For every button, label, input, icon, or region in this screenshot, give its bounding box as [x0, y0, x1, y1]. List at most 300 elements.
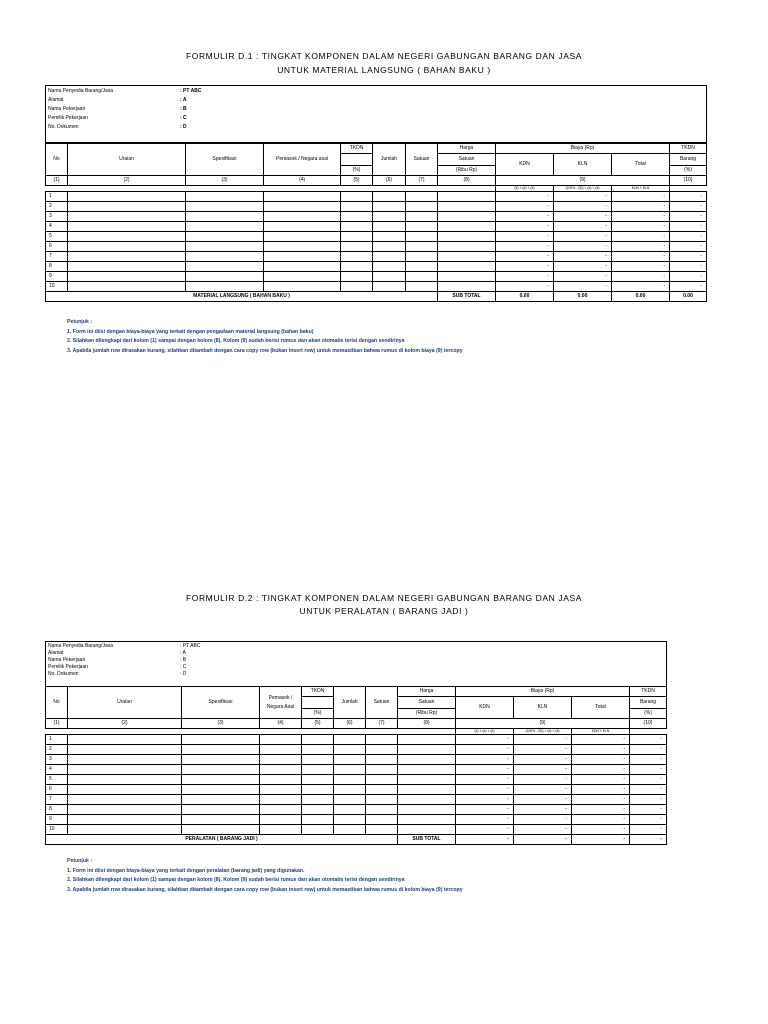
row-spesifikasi-cell[interactable]	[186, 222, 264, 232]
row-kln-cell[interactable]: -	[514, 775, 572, 785]
row-kdn-cell[interactable]: -	[496, 272, 554, 282]
field-label: Nama Penyedia Barang/Jasa	[48, 88, 114, 94]
colnum: (5)	[302, 719, 334, 729]
header-tkdn: TKDN	[341, 144, 373, 154]
row-harga-cell[interactable]	[398, 755, 456, 765]
row-harga-cell[interactable]	[438, 222, 496, 232]
row-satuan-cell[interactable]	[406, 202, 438, 212]
row-no-cell[interactable]: 5	[46, 232, 68, 242]
row-pemasok-cell[interactable]	[260, 785, 302, 795]
row-tkdn-cell[interactable]	[302, 755, 334, 765]
row-tkdn-cell[interactable]	[302, 795, 334, 805]
table-row	[46, 272, 707, 282]
row-jumlah-cell[interactable]	[334, 795, 366, 805]
row-satuan-cell[interactable]	[406, 282, 438, 292]
footer-total: -	[572, 835, 630, 845]
row-jumlah-cell[interactable]	[373, 252, 406, 262]
row-no-cell[interactable]: 4	[46, 222, 68, 232]
row-tkdn-cell[interactable]	[302, 775, 334, 785]
row-uraian-cell[interactable]	[68, 825, 182, 835]
row-spesifikasi-cell[interactable]	[186, 272, 264, 282]
colnum: (5)	[341, 176, 373, 186]
row-tkdn-cell[interactable]	[302, 825, 334, 835]
row-kln-cell[interactable]: -	[554, 232, 612, 242]
row-satuan-cell[interactable]	[406, 242, 438, 252]
row-pemasok-cell[interactable]	[264, 262, 341, 272]
row-uraian-cell[interactable]	[68, 242, 186, 252]
row-pemasok-cell[interactable]	[264, 282, 341, 292]
notes-item: 1. Form ini diisi dengan biaya-biaya yang terkait dengan pengadaan material langsung (bahan baku)	[67, 328, 314, 335]
colnum: (4)	[260, 719, 302, 729]
row-jumlah-cell[interactable]	[373, 222, 406, 232]
row-kdn-cell[interactable]: -	[456, 815, 514, 825]
header-kdn: KDN	[496, 154, 554, 176]
row-kdn-cell[interactable]: -	[456, 765, 514, 775]
row-pemasok-cell[interactable]	[260, 755, 302, 765]
header-satuan: Satuan	[366, 687, 398, 719]
row-pemasok-cell[interactable]	[260, 745, 302, 755]
row-satuan-cell[interactable]	[366, 755, 398, 765]
row-satuan-cell[interactable]	[406, 212, 438, 222]
footer-tkdn: -	[630, 835, 667, 845]
row-harga-cell[interactable]	[438, 262, 496, 272]
row-total-cell[interactable]: -	[572, 735, 630, 745]
row-tkdn-cell[interactable]	[341, 232, 373, 242]
row-uraian-cell[interactable]	[68, 735, 182, 745]
form1-title-line1: FORMULIR D.1 : TINGKAT KOMPONEN DALAM NEGERI GABUNGAN BARANG DAN JASA	[185, 51, 583, 61]
row-jumlah-cell[interactable]	[373, 212, 406, 222]
table-row	[46, 795, 667, 805]
row-total-cell[interactable]: -	[572, 765, 630, 775]
row-total-cell[interactable]: -	[612, 282, 670, 292]
row-satuan-cell[interactable]	[366, 775, 398, 785]
row-tkdn-barang-cell[interactable]: -	[670, 232, 707, 242]
table-row	[46, 222, 707, 232]
footer-kdn: 0.00	[496, 292, 554, 302]
field-label: No. Dokumen	[48, 671, 79, 677]
row-uraian-cell[interactable]	[68, 815, 182, 825]
row-pemasok-cell[interactable]	[264, 232, 341, 242]
row-total-cell[interactable]: -	[612, 272, 670, 282]
row-kdn-cell[interactable]: -	[496, 192, 554, 202]
row-no-cell[interactable]: 10	[46, 282, 68, 292]
row-kdn-cell[interactable]: -	[456, 795, 514, 805]
row-jumlah-cell[interactable]	[373, 192, 406, 202]
colnum: (3)	[186, 176, 264, 186]
row-uraian-cell[interactable]	[68, 795, 182, 805]
row-kln-cell[interactable]: -	[514, 745, 572, 755]
row-harga-cell[interactable]	[398, 785, 456, 795]
row-kln-cell[interactable]: -	[514, 785, 572, 795]
header-pemasok	[260, 687, 302, 719]
row-tkdn-barang-cell[interactable]: -	[670, 222, 707, 232]
row-spesifikasi-cell[interactable]	[182, 765, 260, 775]
table-row	[46, 765, 667, 775]
row-spesifikasi-cell[interactable]	[186, 282, 264, 292]
row-tkdn-cell[interactable]	[341, 222, 373, 232]
row-tkdn-barang-cell[interactable]: -	[670, 192, 707, 202]
row-satuan-cell[interactable]	[366, 745, 398, 755]
row-pemasok-cell[interactable]	[260, 735, 302, 745]
header-tkdn: TKDN	[302, 687, 334, 697]
row-satuan-cell[interactable]	[406, 272, 438, 282]
row-total-cell[interactable]: -	[572, 785, 630, 795]
row-no-cell[interactable]: 3	[46, 212, 68, 222]
row-harga-cell[interactable]	[398, 805, 456, 815]
row-tkdn-barang-cell[interactable]: -	[670, 242, 707, 252]
row-jumlah-cell[interactable]	[334, 775, 366, 785]
row-no-cell[interactable]: 1	[46, 192, 68, 202]
row-tkdn-cell[interactable]	[302, 745, 334, 755]
row-spesifikasi-cell[interactable]	[182, 785, 260, 795]
row-spesifikasi-cell[interactable]	[182, 755, 260, 765]
row-tkdn-barang-cell[interactable]: -	[670, 202, 707, 212]
header-spesifikasi: Spesifikasi	[186, 144, 264, 176]
row-no-cell[interactable]: 9	[46, 815, 68, 825]
row-spesifikasi-cell[interactable]	[186, 202, 264, 212]
row-tkdn-barang-cell[interactable]: -	[630, 785, 667, 795]
row-pemasok-cell[interactable]	[260, 815, 302, 825]
header-harga-unit: (Ribu Rp)	[398, 709, 456, 719]
row-total-cell[interactable]: -	[572, 745, 630, 755]
row-kln-cell[interactable]: -	[554, 222, 612, 232]
row-tkdn-barang-cell[interactable]: -	[670, 272, 707, 282]
row-uraian-cell[interactable]	[68, 775, 182, 785]
row-total-cell[interactable]: -	[572, 825, 630, 835]
header-spesifikasi: Spesifikasi	[182, 687, 260, 719]
header-uraian: Uraian	[68, 144, 186, 176]
row-harga-cell[interactable]	[398, 795, 456, 805]
table-row	[46, 192, 707, 202]
row-jumlah-cell[interactable]	[334, 825, 366, 835]
row-no-cell[interactable]: 9	[46, 272, 68, 282]
row-pemasok-cell[interactable]	[260, 775, 302, 785]
row-total-cell[interactable]: -	[612, 262, 670, 272]
row-kln-cell[interactable]: -	[514, 755, 572, 765]
row-kln-cell[interactable]: -	[514, 825, 572, 835]
row-tkdn-barang-cell[interactable]: -	[670, 252, 707, 262]
row-tkdn-barang-cell[interactable]: -	[630, 825, 667, 835]
row-harga-cell[interactable]	[438, 272, 496, 282]
colnum: (3)	[182, 719, 260, 729]
colnum: (1)	[46, 176, 68, 186]
table-row	[46, 212, 707, 222]
notes-item: 2. Silahkan dilengkapi dari kolom (1) sampai dengan kolom (8). Kolom (9) sudah berisi rumus dan akan otomatis terisi dengan sendirinya	[67, 877, 405, 883]
row-kdn-cell[interactable]: -	[456, 825, 514, 835]
field-value: : D	[180, 124, 187, 130]
row-kln-cell[interactable]: -	[554, 282, 612, 292]
row-jumlah-cell[interactable]	[334, 765, 366, 775]
row-harga-cell[interactable]	[398, 745, 456, 755]
row-no-cell[interactable]: 7	[46, 252, 68, 262]
row-total-cell[interactable]: -	[572, 815, 630, 825]
row-jumlah-cell[interactable]	[373, 232, 406, 242]
row-uraian-cell[interactable]	[68, 755, 182, 765]
row-no-cell[interactable]: 7	[46, 795, 68, 805]
row-kdn-cell[interactable]: -	[496, 232, 554, 242]
row-satuan-cell[interactable]	[366, 795, 398, 805]
row-kln-cell[interactable]: -	[554, 242, 612, 252]
header-tkdn-blank	[341, 154, 373, 166]
row-jumlah-cell[interactable]	[373, 272, 406, 282]
row-pemasok-cell[interactable]	[264, 222, 341, 232]
row-uraian-cell[interactable]	[68, 745, 182, 755]
row-total-cell[interactable]: -	[612, 252, 670, 262]
table-row	[46, 262, 707, 272]
row-tkdn-cell[interactable]	[341, 252, 373, 262]
row-no-cell[interactable]: 4	[46, 765, 68, 775]
header-tkdn-barang-sub: Barang	[630, 697, 667, 709]
row-tkdn-barang-cell[interactable]: -	[670, 262, 707, 272]
row-uraian-cell[interactable]	[68, 765, 182, 775]
row-satuan-cell[interactable]	[406, 192, 438, 202]
row-uraian-cell[interactable]	[68, 272, 186, 282]
row-kdn-cell[interactable]: -	[496, 262, 554, 272]
row-kdn-cell[interactable]: -	[496, 242, 554, 252]
row-satuan-cell[interactable]	[406, 232, 438, 242]
row-tkdn-cell[interactable]	[341, 272, 373, 282]
row-spesifikasi-cell[interactable]	[186, 252, 264, 262]
row-jumlah-cell[interactable]	[334, 755, 366, 765]
row-kdn-cell[interactable]: -	[456, 755, 514, 765]
row-total-cell[interactable]: -	[572, 805, 630, 815]
row-spesifikasi-cell[interactable]	[186, 262, 264, 272]
row-tkdn-barang-cell[interactable]: -	[630, 765, 667, 775]
table-row	[46, 775, 667, 785]
row-jumlah-cell[interactable]	[334, 735, 366, 745]
form2-table	[45, 686, 667, 845]
row-jumlah-cell[interactable]	[373, 242, 406, 252]
row-pemasok-cell[interactable]	[260, 795, 302, 805]
row-tkdn-cell[interactable]	[302, 785, 334, 795]
row-pemasok-cell[interactable]	[264, 252, 341, 262]
row-spesifikasi-cell[interactable]	[186, 192, 264, 202]
row-kln-cell[interactable]: -	[514, 795, 572, 805]
row-harga-cell[interactable]	[438, 192, 496, 202]
table-row	[46, 232, 707, 242]
footer-subtotal: SUB TOTAL	[438, 292, 496, 302]
field-value: : PT ABC	[180, 643, 201, 649]
row-no-cell[interactable]: 6	[46, 242, 68, 252]
row-tkdn-cell[interactable]	[341, 262, 373, 272]
footer-kln: 0.00	[554, 292, 612, 302]
row-kdn-cell[interactable]: -	[496, 282, 554, 292]
row-jumlah-cell[interactable]	[373, 202, 406, 212]
row-satuan-cell[interactable]	[406, 252, 438, 262]
row-no-cell[interactable]: 8	[46, 805, 68, 815]
row-kdn-cell[interactable]: -	[496, 222, 554, 232]
row-spesifikasi-cell[interactable]	[182, 805, 260, 815]
row-uraian-cell[interactable]	[68, 282, 186, 292]
row-satuan-cell[interactable]	[366, 765, 398, 775]
row-tkdn-barang-cell[interactable]: -	[630, 815, 667, 825]
row-jumlah-cell[interactable]	[334, 805, 366, 815]
row-spesifikasi-cell[interactable]	[182, 795, 260, 805]
header-tkdn-blank	[302, 697, 334, 709]
row-uraian-cell[interactable]	[68, 785, 182, 795]
row-tkdn-cell[interactable]	[302, 735, 334, 745]
row-tkdn-cell[interactable]	[302, 765, 334, 775]
row-no-cell[interactable]: 3	[46, 755, 68, 765]
row-jumlah-cell[interactable]	[373, 282, 406, 292]
row-total-cell[interactable]: -	[612, 192, 670, 202]
row-uraian-cell[interactable]	[68, 222, 186, 232]
field-label: Nama Pekerjaan	[48, 106, 86, 112]
header-tkdn-barang-pct: (%)	[630, 709, 667, 719]
row-kln-cell[interactable]: -	[514, 735, 572, 745]
table-row	[46, 202, 707, 212]
form2-notes	[67, 857, 463, 895]
row-kdn-cell[interactable]: -	[456, 805, 514, 815]
row-satuan-cell[interactable]	[366, 735, 398, 745]
row-satuan-cell[interactable]	[366, 815, 398, 825]
row-harga-cell[interactable]	[438, 242, 496, 252]
row-tkdn-barang-cell[interactable]: -	[630, 745, 667, 755]
row-tkdn-cell[interactable]	[302, 805, 334, 815]
row-pemasok-cell[interactable]	[260, 765, 302, 775]
row-kdn-cell[interactable]: -	[456, 785, 514, 795]
row-harga-cell[interactable]	[398, 825, 456, 835]
row-harga-cell[interactable]	[398, 735, 456, 745]
row-satuan-cell[interactable]	[366, 825, 398, 835]
row-kdn-cell[interactable]: -	[456, 735, 514, 745]
header-pemasok: Pemasok / Negara asal	[264, 144, 341, 176]
table-row	[46, 242, 707, 252]
row-jumlah-cell[interactable]	[334, 815, 366, 825]
row-kln-cell[interactable]: -	[514, 805, 572, 815]
row-pemasok-cell[interactable]	[264, 202, 341, 212]
row-tkdn-barang-cell[interactable]: -	[630, 805, 667, 815]
row-harga-cell[interactable]	[438, 202, 496, 212]
row-no-cell[interactable]: 5	[46, 775, 68, 785]
row-uraian-cell[interactable]	[68, 262, 186, 272]
row-total-cell[interactable]: -	[572, 775, 630, 785]
row-kdn-cell[interactable]: -	[456, 775, 514, 785]
row-jumlah-cell[interactable]	[373, 262, 406, 272]
row-no-cell[interactable]: 10	[46, 825, 68, 835]
row-spesifikasi-cell[interactable]	[186, 232, 264, 242]
row-uraian-cell[interactable]	[68, 192, 186, 202]
row-harga-cell[interactable]	[398, 775, 456, 785]
row-harga-cell[interactable]	[438, 252, 496, 262]
row-kln-cell[interactable]: -	[554, 192, 612, 202]
row-pemasok-cell[interactable]	[264, 192, 341, 202]
row-satuan-cell[interactable]	[406, 262, 438, 272]
table-row	[46, 785, 667, 795]
header-harga-unit: (Ribu Rp)	[438, 166, 496, 176]
row-uraian-cell[interactable]	[68, 202, 186, 212]
row-spesifikasi-cell[interactable]	[186, 242, 264, 252]
form2-title-line1: FORMULIR D.2 : TINGKAT KOMPONEN DALAM NEGERI GABUNGAN BARANG DAN JASA	[185, 593, 583, 603]
row-kdn-cell[interactable]: -	[456, 745, 514, 755]
row-kln-cell[interactable]: -	[554, 262, 612, 272]
row-total-cell[interactable]: -	[572, 755, 630, 765]
row-tkdn-cell[interactable]	[341, 282, 373, 292]
row-harga-cell[interactable]	[438, 282, 496, 292]
row-harga-cell[interactable]	[438, 232, 496, 242]
row-uraian-cell[interactable]	[68, 232, 186, 242]
header-harga: Harga	[398, 687, 456, 697]
row-no-cell[interactable]: 6	[46, 785, 68, 795]
row-tkdn-cell[interactable]	[341, 242, 373, 252]
row-total-cell[interactable]: -	[612, 222, 670, 232]
footer-kdn: -	[456, 835, 514, 845]
row-pemasok-cell[interactable]	[264, 242, 341, 252]
row-uraian-cell[interactable]	[68, 805, 182, 815]
row-kln-cell[interactable]: -	[554, 212, 612, 222]
row-pemasok-cell[interactable]	[264, 272, 341, 282]
row-jumlah-cell[interactable]	[334, 785, 366, 795]
row-jumlah-cell[interactable]	[334, 745, 366, 755]
row-harga-cell[interactable]	[398, 815, 456, 825]
row-tkdn-cell[interactable]	[341, 202, 373, 212]
row-kln-cell[interactable]: -	[554, 202, 612, 212]
row-kln-cell[interactable]: -	[554, 272, 612, 282]
row-no-cell[interactable]: 2	[46, 745, 68, 755]
field-value: : C	[180, 115, 187, 121]
row-pemasok-cell[interactable]	[264, 212, 341, 222]
row-tkdn-barang-cell[interactable]: -	[630, 775, 667, 785]
row-kdn-cell[interactable]: -	[496, 212, 554, 222]
header-tkdn-barang: TKDN	[630, 687, 667, 697]
row-no-cell[interactable]: 2	[46, 202, 68, 212]
row-tkdn-cell[interactable]	[341, 212, 373, 222]
row-total-cell[interactable]: -	[612, 202, 670, 212]
row-spesifikasi-cell[interactable]	[182, 775, 260, 785]
header-tkdn-barang-pct: (%)	[670, 166, 707, 176]
row-spesifikasi-cell[interactable]	[186, 212, 264, 222]
row-tkdn-cell[interactable]	[341, 192, 373, 202]
formula-kdn: (5) × (6) × (8)	[496, 186, 554, 192]
row-total-cell[interactable]: -	[612, 242, 670, 252]
header-kdn: KDN	[456, 697, 514, 719]
row-spesifikasi-cell[interactable]	[182, 815, 260, 825]
row-total-cell[interactable]: -	[612, 232, 670, 242]
row-tkdn-barang-cell[interactable]: -	[670, 212, 707, 222]
row-kln-cell[interactable]: -	[554, 252, 612, 262]
row-uraian-cell[interactable]	[68, 212, 186, 222]
table-row	[46, 745, 667, 755]
row-harga-cell[interactable]	[398, 765, 456, 775]
row-no-cell[interactable]: 1	[46, 735, 68, 745]
row-uraian-cell[interactable]	[68, 252, 186, 262]
row-tkdn-barang-cell[interactable]: -	[630, 795, 667, 805]
row-total-cell[interactable]: -	[572, 795, 630, 805]
row-total-cell[interactable]: -	[612, 212, 670, 222]
row-tkdn-barang-cell[interactable]: -	[670, 282, 707, 292]
header-no: No	[46, 144, 68, 176]
row-satuan-cell[interactable]	[366, 785, 398, 795]
row-tkdn-cell[interactable]	[302, 815, 334, 825]
colnum: (8)	[398, 719, 456, 729]
row-pemasok-cell[interactable]	[260, 825, 302, 835]
row-pemasok-cell[interactable]	[260, 805, 302, 815]
row-kdn-cell[interactable]: -	[496, 202, 554, 212]
row-tkdn-barang-cell[interactable]: -	[630, 755, 667, 765]
row-spesifikasi-cell[interactable]	[182, 735, 260, 745]
row-spesifikasi-cell[interactable]	[182, 745, 260, 755]
row-kln-cell[interactable]: -	[514, 765, 572, 775]
row-spesifikasi-cell[interactable]	[182, 825, 260, 835]
row-satuan-cell[interactable]	[366, 805, 398, 815]
row-kln-cell[interactable]: -	[514, 815, 572, 825]
row-harga-cell[interactable]	[438, 212, 496, 222]
row-no-cell[interactable]: 8	[46, 262, 68, 272]
row-kdn-cell[interactable]: -	[496, 252, 554, 262]
row-satuan-cell[interactable]	[406, 222, 438, 232]
row-tkdn-barang-cell[interactable]: -	[630, 735, 667, 745]
header-harga-satuan: Satuan	[398, 697, 456, 709]
